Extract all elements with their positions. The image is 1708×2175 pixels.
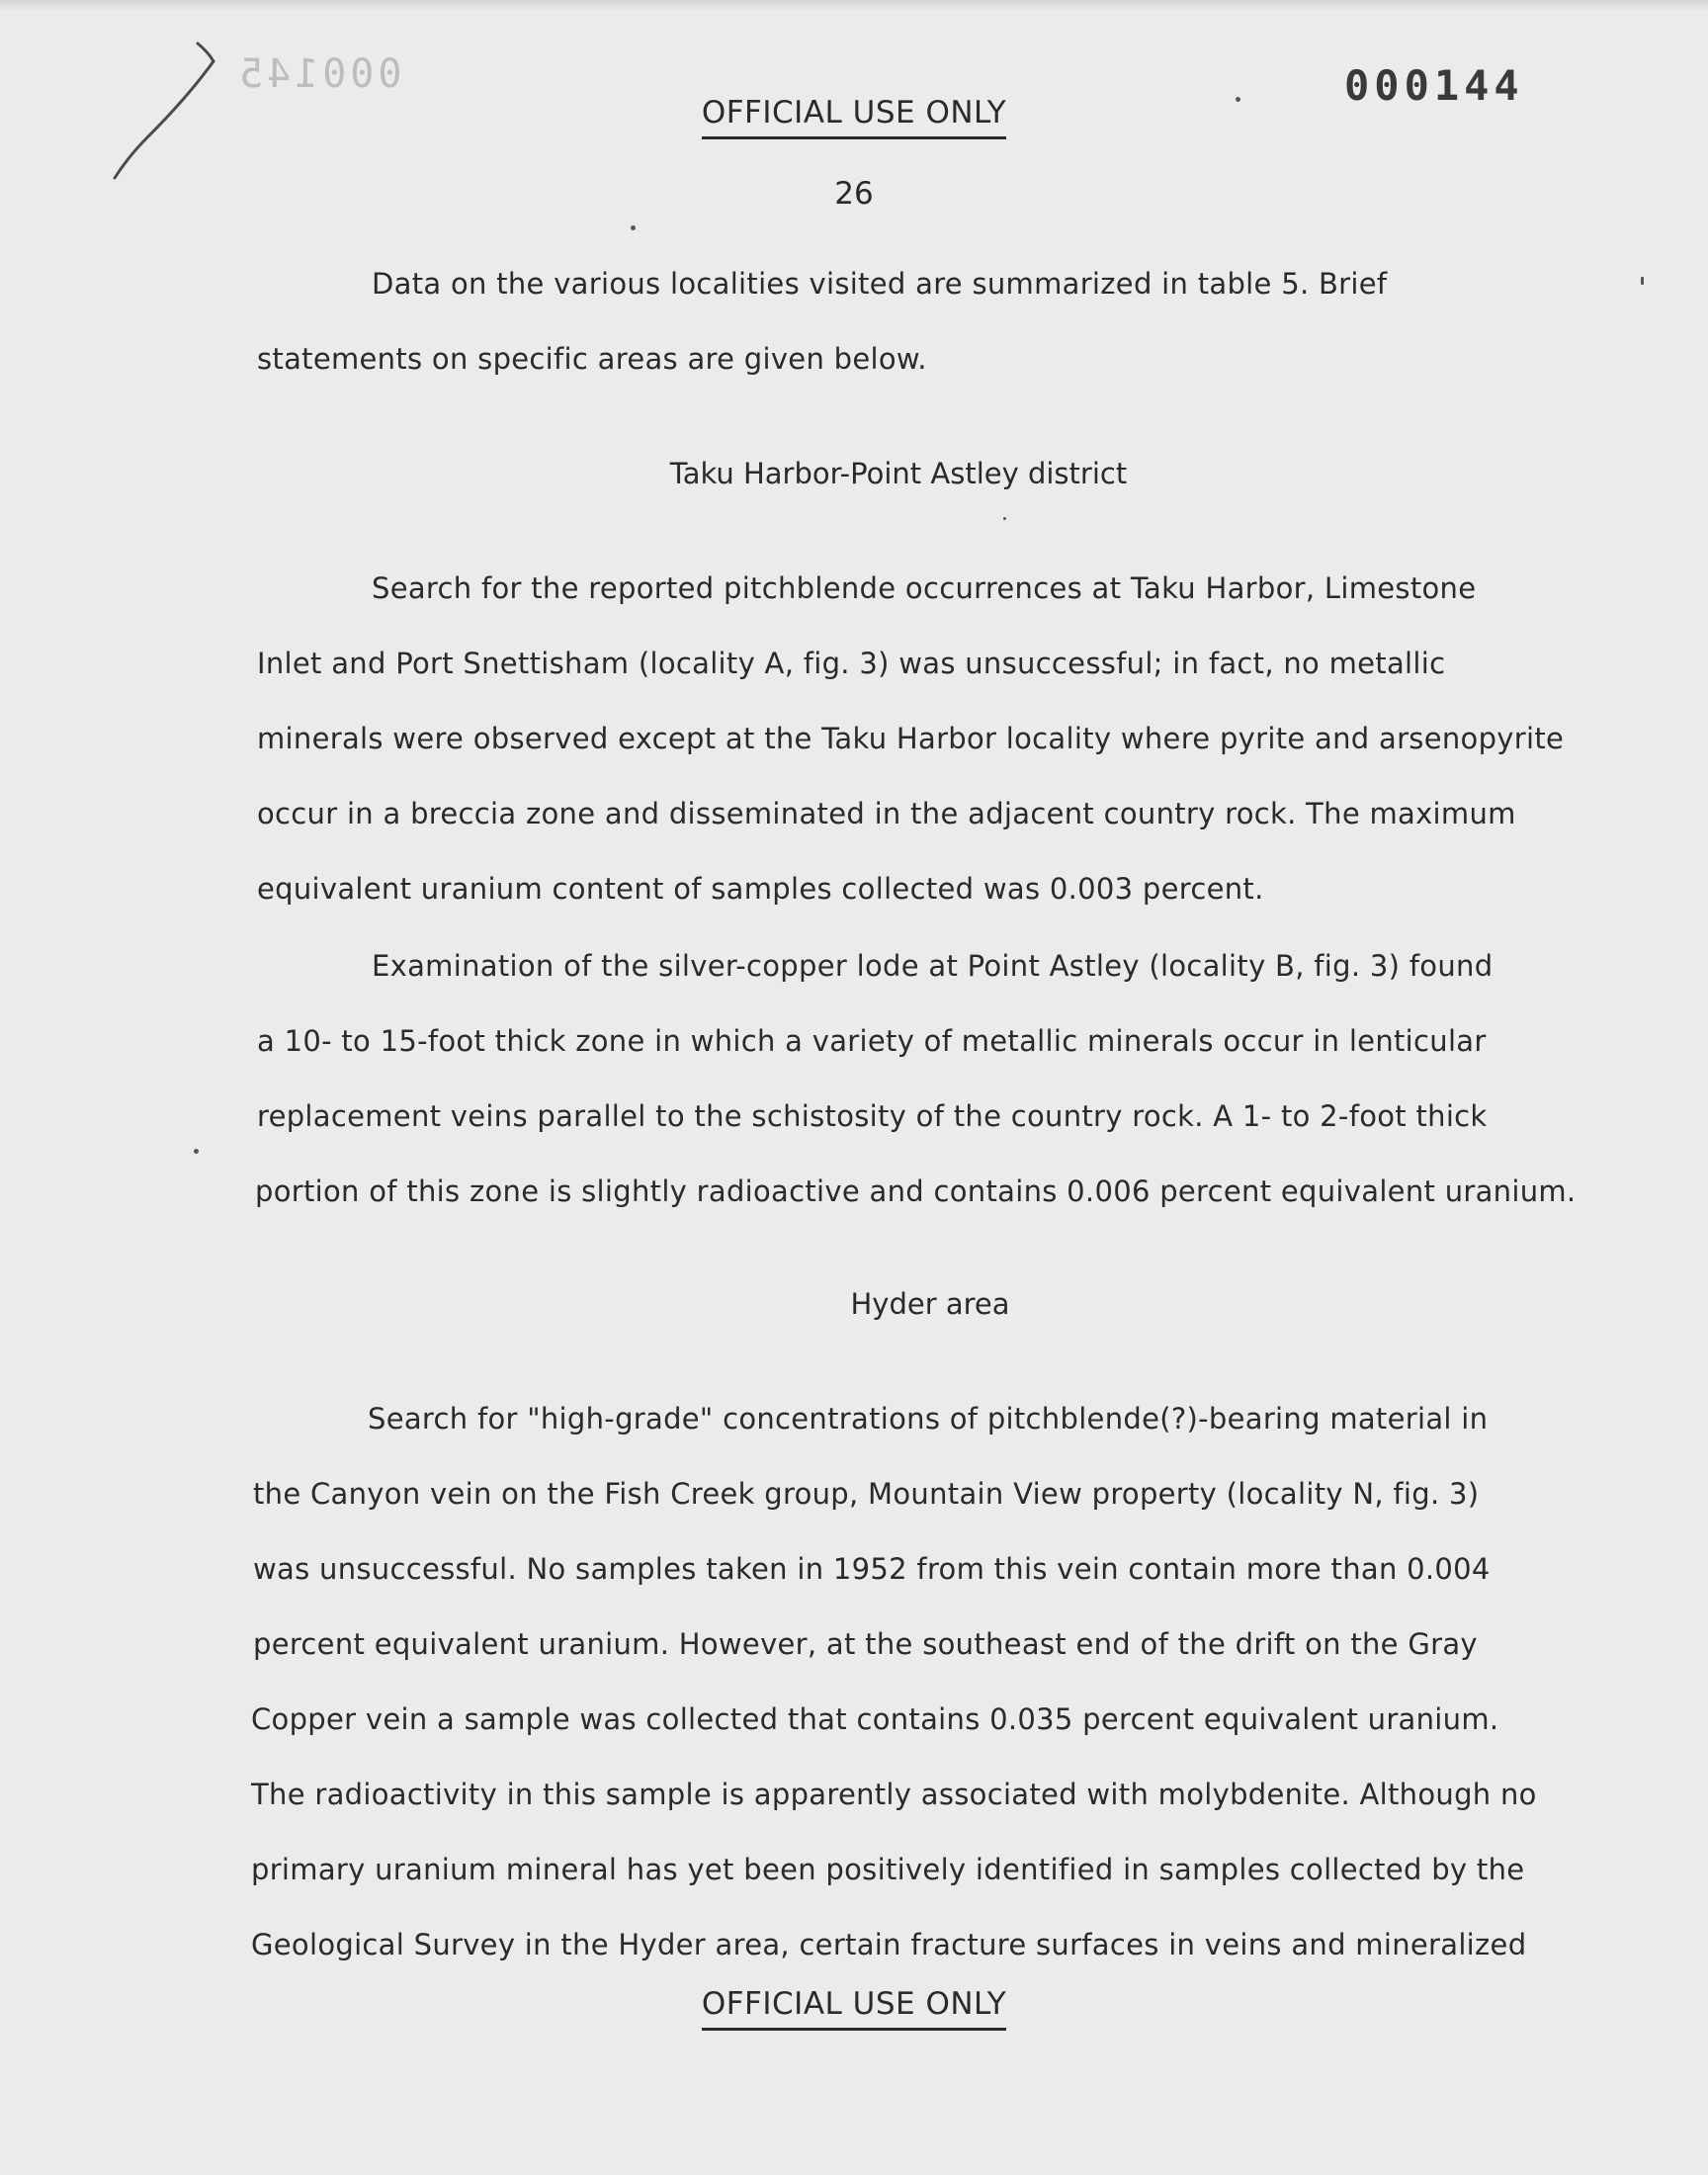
astley-para-line-1: Examination of the silver-copper lode at Point Astley (locality B, fig. 3) found (372, 949, 1494, 983)
taku-para1-line-5: equivalent uranium content of samples collected was 0.003 percent. (257, 872, 1264, 906)
taku-para1-line-4: occur in a breccia zone and disseminated in the adjacent country rock. The maximum (257, 797, 1516, 830)
intro-line-2: statements on specific areas are given below. (257, 342, 927, 376)
top-classification-text: OFFICIAL USE ONLY (702, 95, 1006, 139)
document-number-stamp: 000144 (1344, 61, 1524, 110)
taku-para1-line-3: minerals were observed except at the Taku Harbor locality where pyrite and arsenopyrite (257, 722, 1565, 755)
scan-speck (194, 1149, 199, 1154)
scan-speck (1641, 277, 1644, 285)
page-number: 26 (834, 176, 874, 212)
scan-speck (1003, 517, 1006, 520)
hyder-para-line-5: Copper vein a sample was collected that contains 0.035 percent equivalent uranium. (251, 1702, 1499, 1736)
bottom-classification-text: OFFICIAL USE ONLY (702, 1986, 1006, 2031)
taku-para1-line-2: Inlet and Port Snettisham (locality A, fig. 3) was unsuccessful; in fact, no metallic (257, 647, 1446, 680)
section-heading-taku-harbor: Taku Harbor-Point Astley district (669, 457, 1128, 490)
hyder-para-line-2: the Canyon vein on the Fish Creek group, Mountain View property (locality N, fig. 3) (253, 1477, 1480, 1511)
taku-para1-line-1: Search for the reported pitchblende occurrences at Taku Harbor, Limestone (372, 571, 1477, 605)
scan-top-edge (0, 0, 1708, 12)
astley-para-line-4: portion of this zone is slightly radioactive and contains 0.006 percent equivalent uranium. (255, 1174, 1577, 1208)
mirrored-bleedthrough-number: 000145 (235, 51, 402, 97)
section-heading-hyder-area: Hyder area (850, 1287, 1010, 1321)
hyder-para-line-3: was unsuccessful. No samples taken in 1952 from this vein contain more than 0.004 (253, 1552, 1491, 1586)
hyder-para-line-6: The radioactivity in this sample is apparently associated with molybdenite. Although no (251, 1778, 1537, 1811)
hyder-para-line-8: Geological Survey in the Hyder area, certain fracture surfaces in veins and mineralized (251, 1928, 1527, 1961)
hyder-para-line-7: primary uranium mineral has yet been positively identified in samples collected by the (251, 1853, 1525, 1886)
scan-speck (631, 225, 636, 230)
top-classification-banner (0, 95, 1708, 139)
hyder-para-line-1: Search for "high-grade" concentrations of pitchblende(?)-bearing material in (368, 1402, 1489, 1436)
astley-para-line-2: a 10- to 15-foot thick zone in which a variety of metallic minerals occur in lenticular (257, 1024, 1487, 1058)
hyder-para-line-4: percent equivalent uranium. However, at the southeast end of the drift on the Gray (253, 1627, 1478, 1661)
intro-line-1: Data on the various localities visited are summarized in table 5. Brief (372, 267, 1388, 301)
astley-para-line-3: replacement veins parallel to the schistosity of the country rock. A 1- to 2-foot thick (257, 1099, 1488, 1133)
bottom-classification-banner (0, 1986, 1708, 2031)
scan-speck (1236, 97, 1240, 102)
